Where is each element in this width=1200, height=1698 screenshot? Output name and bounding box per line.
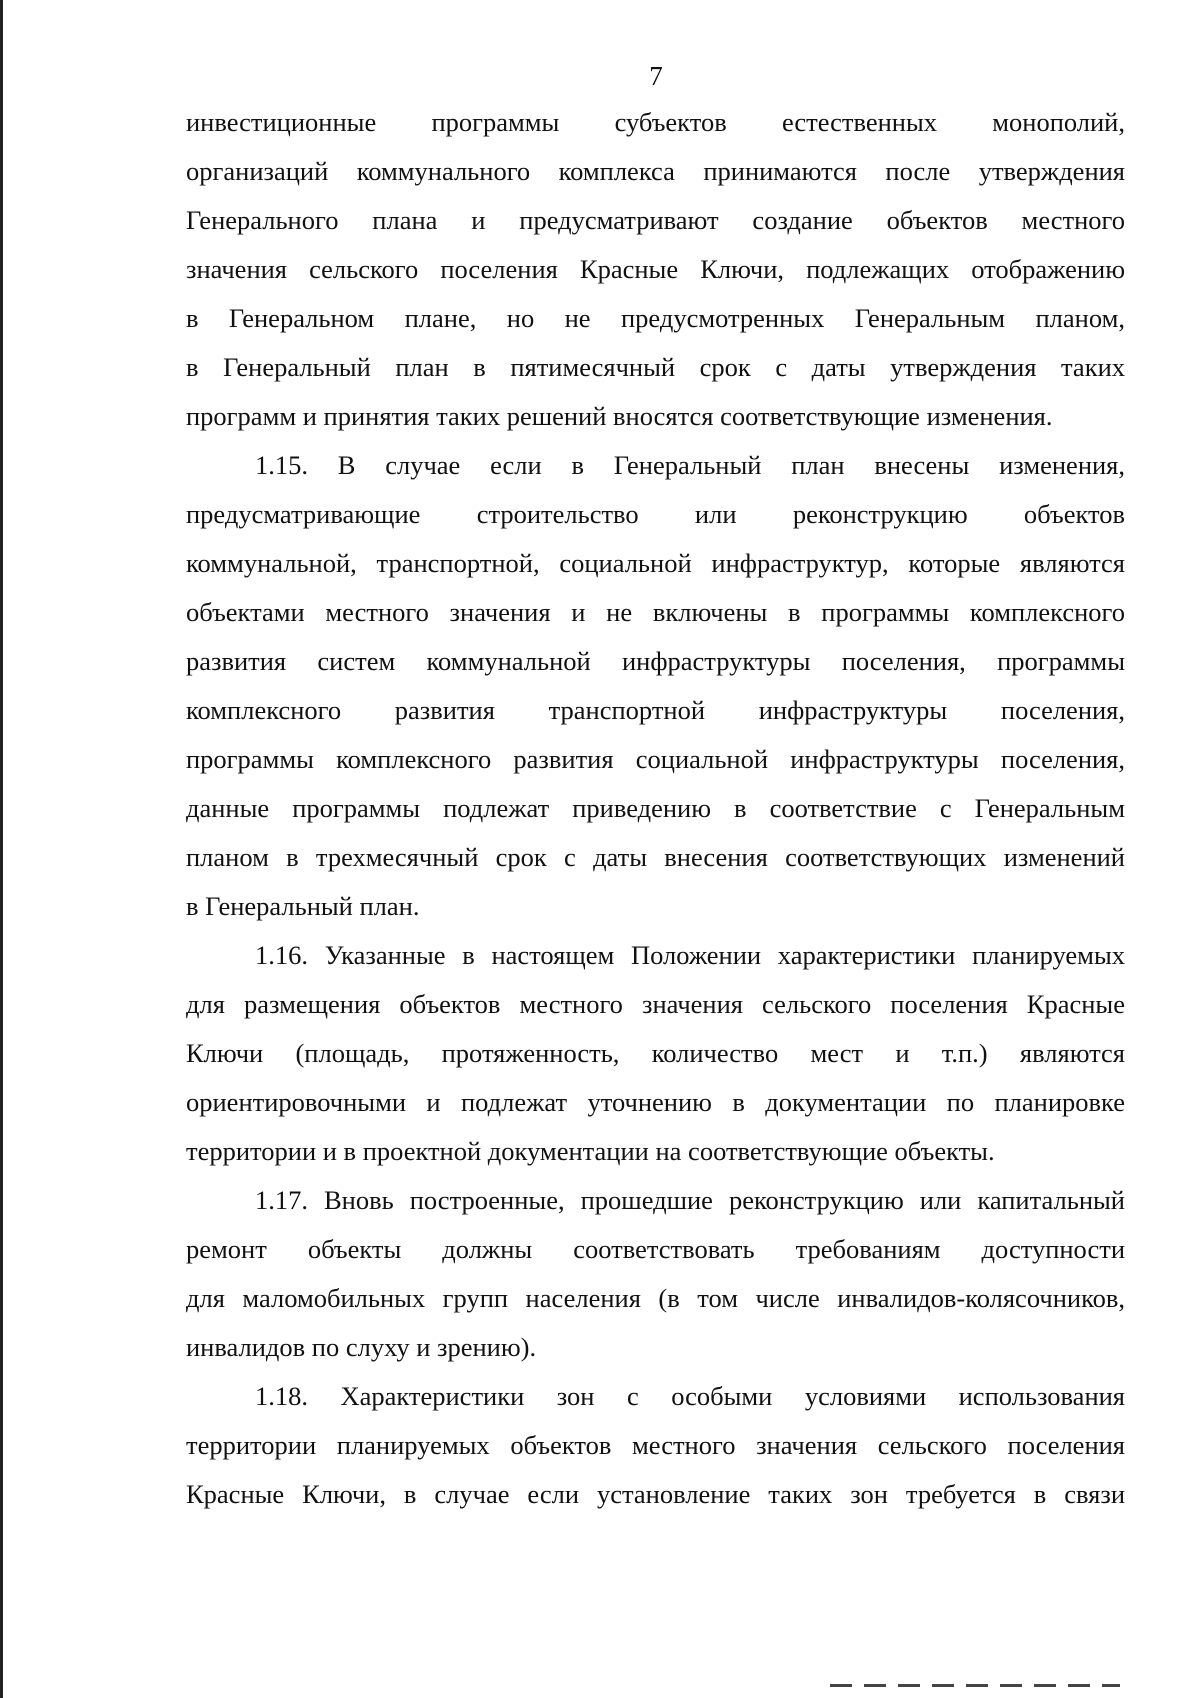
text-line: комплексного развития транспортной инфраструктуры поселения,	[186, 695, 1125, 725]
paragraph-1-15	[186, 441, 1125, 931]
paragraph-continuation	[186, 98, 1125, 441]
text-line: объектами местного значения и не включены в программы комплексного	[186, 597, 1125, 627]
text-line: планом в трехмесячный срок с даты внесения соответствующих изменений	[186, 842, 1125, 872]
scan-artifact-dashes	[830, 1684, 1120, 1687]
text-line: организаций коммунального комплекса принимаются после утверждения	[186, 156, 1125, 186]
text-line: для размещения объектов местного значения сельского поселения Красные	[186, 989, 1125, 1019]
text-line: ориентировочными и подлежат уточнению в документации по планировке	[186, 1087, 1125, 1117]
page-number: 7	[649, 61, 663, 91]
text-line: в Генеральном плане, но не предусмотренных Генеральным планом,	[186, 303, 1125, 333]
text-line: развития систем коммунальной инфраструктуры поселения, программы	[186, 646, 1125, 676]
paragraph-1-18	[186, 1372, 1125, 1519]
text-line: предусматривающие строительство или реконструкцию объектов	[186, 499, 1125, 529]
page-left-edge	[0, 0, 3, 1698]
text-line: Генерального плана и предусматривают создание объектов местного	[186, 205, 1125, 235]
text-line: 1.18. Характеристики зон с особыми условиями использования	[255, 1381, 1125, 1411]
text-line: в Генеральный план в пятимесячный срок с даты утверждения таких	[186, 352, 1125, 382]
text-line: для маломобильных групп населения (в том числе инвалидов-колясочников,	[186, 1283, 1125, 1313]
text-line: 1.17. Вновь построенные, прошедшие реконструкцию или капитальный	[255, 1185, 1125, 1215]
text-line: 1.16. Указанные в настоящем Положении характеристики планируемых	[255, 940, 1125, 970]
paragraph-1-16	[186, 931, 1125, 1176]
text-line: значения сельского поселения Красные Ключи, подлежащих отображению	[186, 254, 1125, 284]
text-line: Ключи (площадь, протяженность, количество мест и т.п.) являются	[186, 1038, 1125, 1068]
text-line: территории и в проектной документации на соответствующие объекты.	[186, 1136, 995, 1166]
text-line: коммунальной, транспортной, социальной инфраструктур, которые являются	[186, 548, 1125, 578]
paragraph-1-17	[186, 1176, 1125, 1372]
text-line: инвалидов по слуху и зрению).	[186, 1332, 537, 1362]
text-line: программ и принятия таких решений вносятся соответствующие изменения.	[186, 401, 1053, 431]
text-line: программы комплексного развития социальной инфраструктуры поселения,	[186, 744, 1125, 774]
document-body	[186, 98, 1125, 1519]
text-line: территории планируемых объектов местного значения сельского поселения	[186, 1430, 1125, 1460]
text-line: Красные Ключи, в случае если установление таких зон требуется в связи	[186, 1479, 1125, 1509]
text-line: инвестиционные программы субъектов естественных монополий,	[186, 107, 1125, 137]
text-line: в Генеральный план.	[186, 891, 420, 921]
text-line: 1.15. В случае если в Генеральный план внесены изменения,	[255, 450, 1125, 480]
text-line: данные программы подлежат приведению в соответствие с Генеральным	[186, 793, 1125, 823]
text-line: ремонт объекты должны соответствовать требованиям доступности	[186, 1234, 1125, 1264]
